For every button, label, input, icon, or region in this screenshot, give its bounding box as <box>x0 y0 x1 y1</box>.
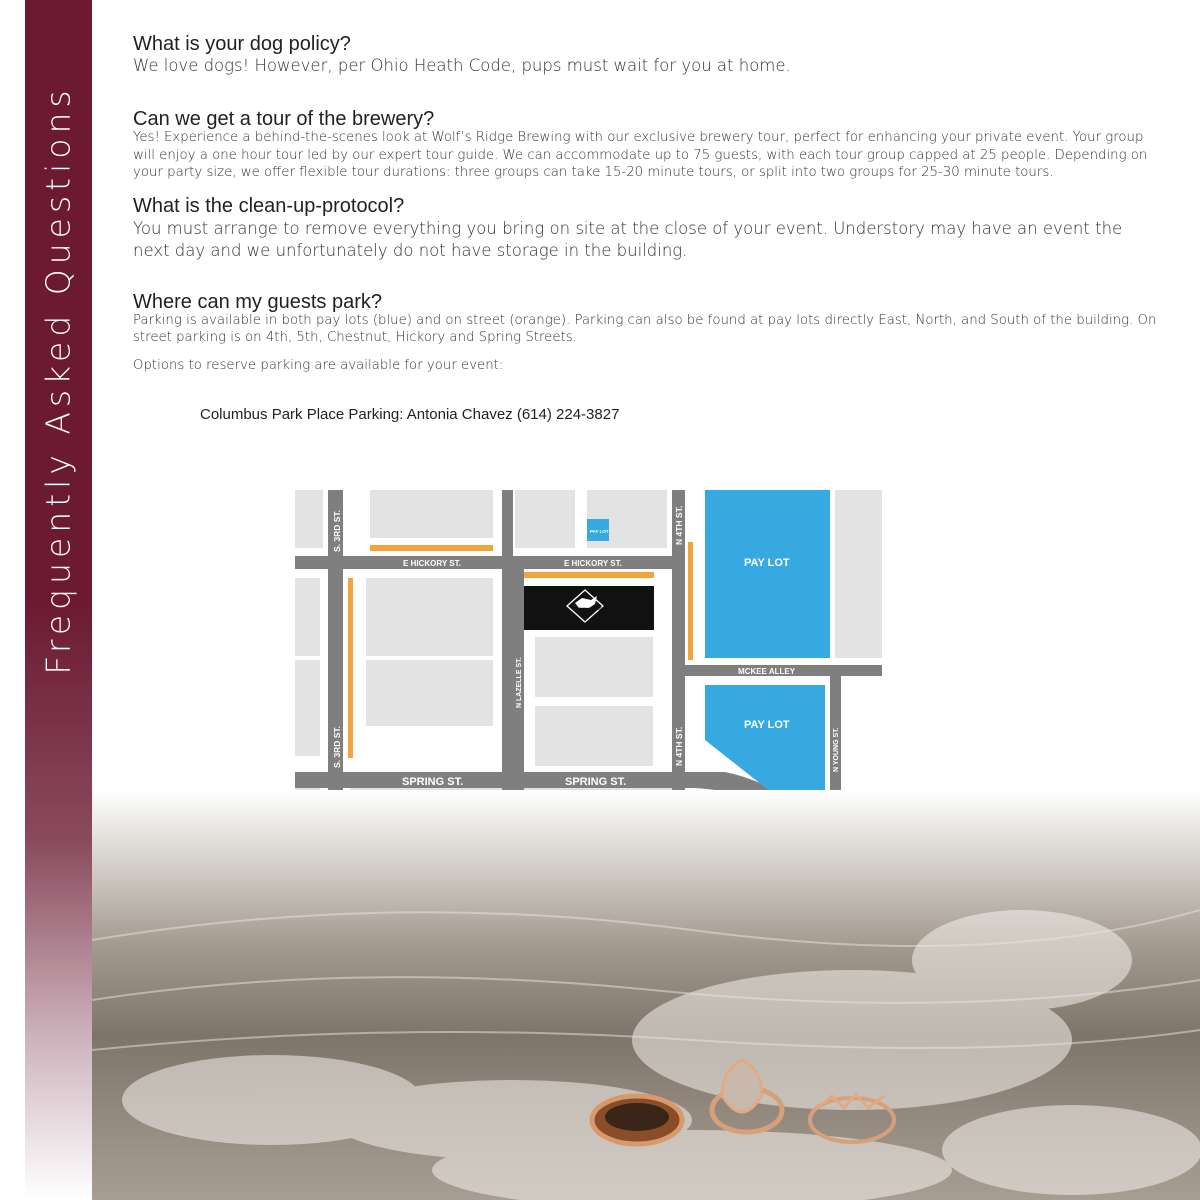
label-pay-lot-south: PAY LOT <box>744 719 790 731</box>
faq-item-tour <box>133 107 1163 182</box>
faq-answer: Parking is available in both pay lots (blue) and on street (orange). Parking can also be found at pay lots directly East, North, and South of the building. On street parking is on 4th, 5th, Chestnut, Hickory and Spring Streets. <box>133 312 1157 346</box>
label-spring-left: SPRING ST. <box>402 776 464 788</box>
faq-answer: Yes! Experience a behind-the-scenes look at Wolf’s Ridge Brewing with our exclusive brewery tour, perfect for enhancing your private event. Your group will enjoy a one hour tour led by our expert tour guide. We can accommodate up to 75 guests, with each tour group capped at 25 people. Depending on your party size, we offer flexible tour durations: three groups can take 15-20 minute tours, or split into two groups for 25-30 minute tours. <box>133 130 1148 181</box>
faq-item-dog-policy <box>133 32 1163 77</box>
label-s-3rd-bottom: S. 3RD ST. <box>332 725 342 768</box>
label-mckee: MCKEE ALLEY <box>738 667 796 676</box>
parking-contact: Columbus Park Place Parking: Antonia Chavez (614) 224-3827 <box>200 406 620 423</box>
lace-pattern <box>122 910 1200 1200</box>
faq-answer: You must arrange to remove everything you bring on site at the close of your event. Understory may have an event the next day and we unfortunately do not have storage in the building. <box>133 218 1123 260</box>
faq-question: Can we get a tour of the brewery? <box>133 108 435 130</box>
label-lazelle: N LAZELLE ST. <box>516 657 523 708</box>
label-hickory-left: E HICKORY ST. <box>403 559 461 568</box>
faq-question: What is your dog policy? <box>133 33 351 55</box>
label-pay-lot-north: PAY LOT <box>744 557 790 569</box>
label-young: N YOUNG ST. <box>833 727 840 772</box>
faq-item-parking <box>133 290 1163 375</box>
faq-note: Options to reserve parking are available for your event: <box>133 357 504 373</box>
faq-item-cleanup <box>133 194 1163 262</box>
faq-question: Where can my guests park? <box>133 290 382 313</box>
label-n-4th-bottom: N 4TH ST. <box>674 726 684 766</box>
parking-map <box>295 490 882 807</box>
sidebar-title: Frequently Asked Questions <box>38 85 78 675</box>
faq-answer: We love dogs! However, per Ohio Heath Code, pups must wait for you at home. <box>133 56 791 75</box>
rings-on-lace-photo <box>92 790 1200 1200</box>
label-pay-lot-small: PAY LOT <box>590 529 609 534</box>
faq-section <box>133 32 1163 375</box>
label-s-3rd-top: S. 3RD ST. <box>332 509 342 552</box>
pay-lot-north <box>705 490 830 658</box>
brewery-logo-text: WOLF'S RIDGE <box>579 606 609 611</box>
faq-question: What is the clean-up-protocol? <box>133 194 405 217</box>
label-spring-right: SPRING ST. <box>565 776 627 788</box>
label-hickory-right: E HICKORY ST. <box>564 559 622 568</box>
label-n-4th-top: N 4TH ST. <box>674 505 684 545</box>
